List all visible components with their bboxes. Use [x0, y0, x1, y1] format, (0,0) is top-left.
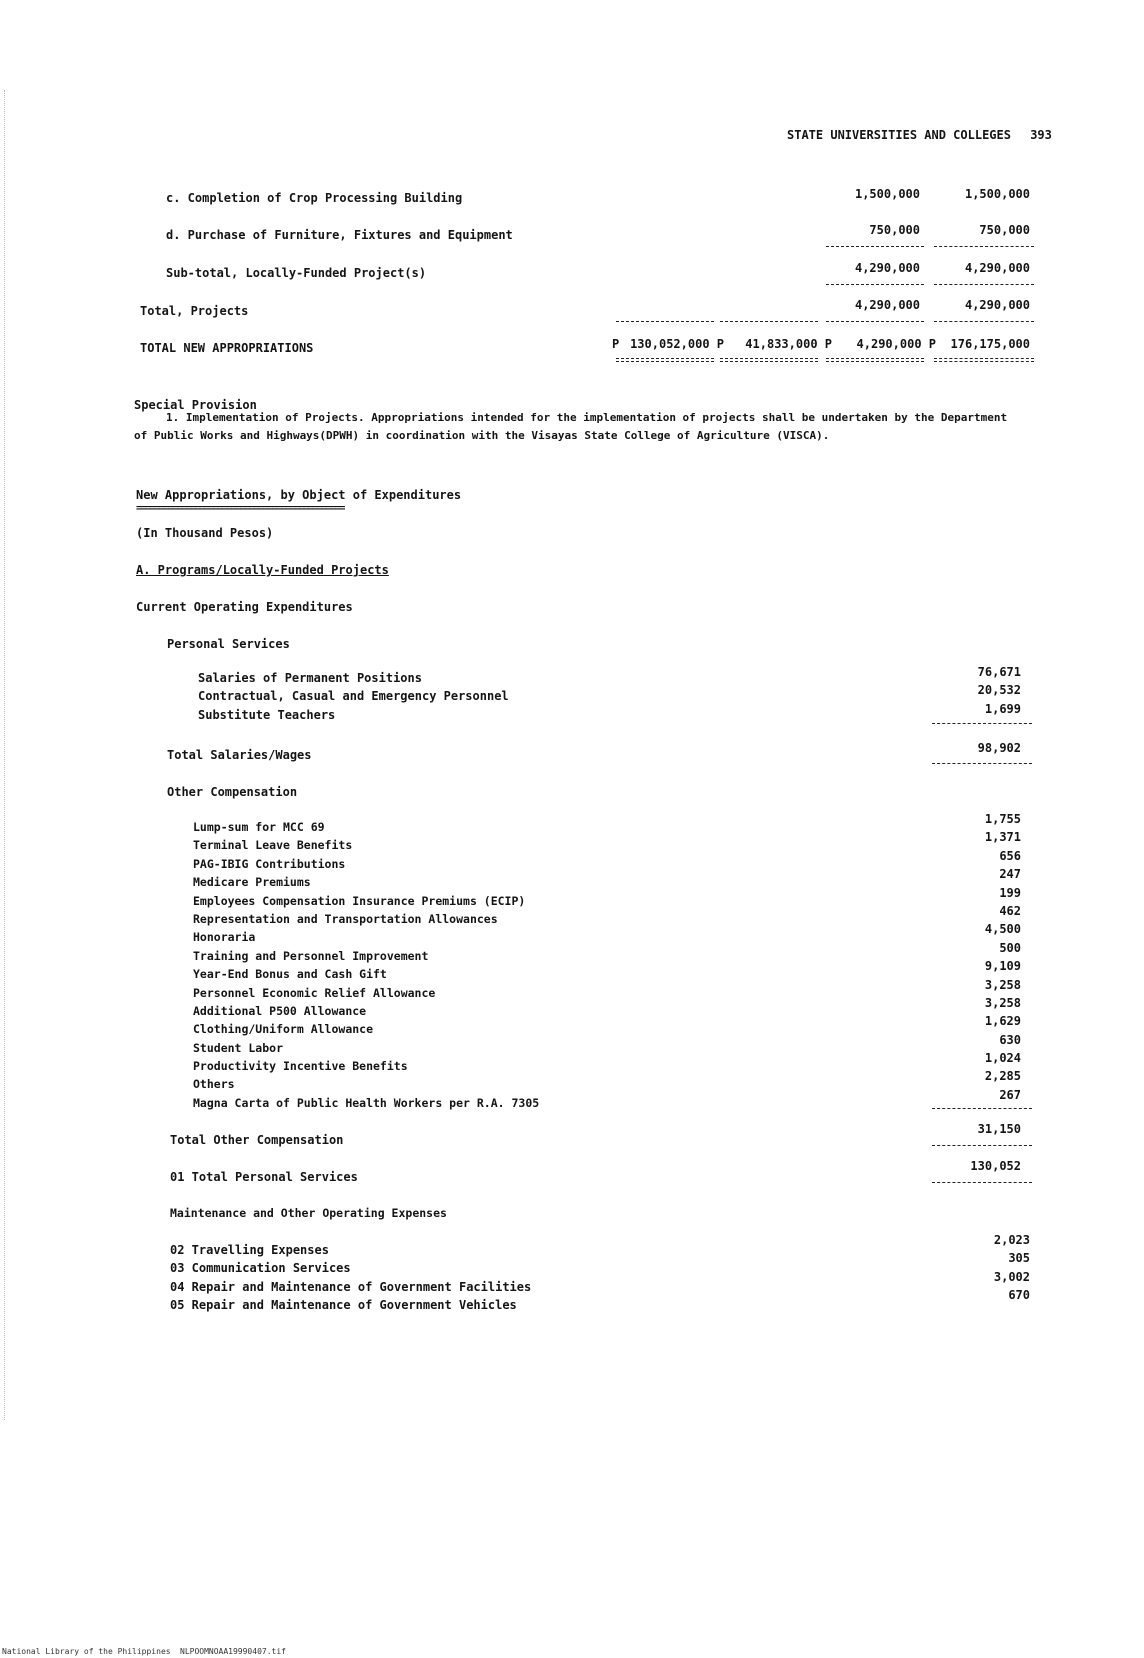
subtotal-label: Sub-total, Locally-Funded Project(s)	[166, 266, 427, 280]
project-c-value-1: 1,500,000	[854, 187, 920, 201]
total-new-mooe: 41,833,000 P	[745, 337, 832, 351]
list-item-value: 9,109	[984, 959, 1021, 974]
total-salaries-label: Total Salaries/Wages	[167, 748, 312, 762]
running-header	[787, 128, 1052, 142]
list-item-value: 4,500	[984, 922, 1021, 937]
list-item-value: 20,532	[977, 683, 1021, 698]
list-item: Student Labor	[193, 1040, 284, 1055]
special-provision-heading: Special Provision	[134, 398, 257, 412]
list-item: Honoraria	[193, 930, 256, 945]
list-item-value: 76,671	[977, 665, 1021, 679]
list-item: Magna Carta of Public Health Workers per R.A. 7305	[193, 1095, 540, 1110]
project-c-label: c. Completion of Crop Processing Building	[166, 191, 463, 205]
list-item-value: 3,002	[993, 1269, 1030, 1284]
divider	[826, 246, 924, 247]
list-item: Training and Personnel Improvement	[193, 948, 429, 963]
units-note: (In Thousand Pesos)	[136, 526, 274, 540]
total-projects-value-1: 4,290,000	[854, 298, 920, 312]
project-d-value-1: 750,000	[869, 223, 920, 237]
other-comp-heading: Other Compensation	[167, 785, 298, 799]
list-item: Representation and Transportation Allowances	[193, 911, 498, 926]
header-title: STATE UNIVERSITIES AND COLLEGES	[787, 128, 1011, 142]
list-item: Terminal Leave Benefits	[193, 838, 353, 853]
total-new-label: TOTAL NEW APPROPRIATIONS	[140, 341, 314, 355]
objects-title-rule: ==============================================	[136, 503, 344, 514]
coe-heading: Current Operating Expenditures	[136, 600, 353, 614]
total-new-ps: 130,052,000 P	[630, 337, 724, 351]
list-item-value: 3,258	[984, 977, 1021, 992]
divider	[934, 246, 1034, 247]
total-other-comp-label: Total Other Compensation	[170, 1133, 344, 1147]
total-new-peso-sign: P	[612, 337, 620, 351]
mooe-heading: Maintenance and Other Operating Expenses	[170, 1206, 447, 1220]
divider	[616, 321, 714, 322]
total-projects-value-2: 4,290,000	[964, 298, 1030, 312]
divider	[932, 763, 1032, 764]
total-ps-label: 01 Total Personal Services	[170, 1170, 358, 1184]
total-other-comp-value: 31,150	[977, 1122, 1021, 1136]
list-item: PAG-IBIG Contributions	[193, 856, 346, 871]
list-item-value: 1,699	[984, 701, 1021, 716]
other-comp-list	[193, 818, 539, 1112]
salaries-values	[951, 663, 1021, 718]
salaries-list	[198, 669, 509, 724]
double-rule	[720, 358, 818, 362]
special-provision-line-2: of Public Works and Highways(DPWH) in coordination with the Visayas State College of Agriculture (VISCA).	[134, 429, 830, 442]
list-item: Medicare Premiums	[193, 875, 311, 890]
double-rule	[616, 358, 714, 362]
total-new-co: 4,290,000 P	[856, 337, 936, 351]
divider	[932, 723, 1032, 724]
list-item-value: 267	[999, 1087, 1021, 1102]
divider	[932, 1145, 1032, 1146]
double-rule	[934, 358, 1034, 362]
list-item-value: 2,285	[984, 1069, 1021, 1084]
list-item-value: 462	[999, 903, 1021, 918]
list-item: Productivity Incentive Benefits	[193, 1059, 408, 1074]
divider	[934, 321, 1034, 322]
list-item-value: 630	[999, 1032, 1021, 1047]
list-item-value: 670	[1008, 1288, 1030, 1303]
other-comp-values	[951, 810, 1021, 1104]
list-item: 05 Repair and Maintenance of Government Vehicles	[170, 1298, 517, 1313]
list-item-value: 3,258	[984, 995, 1021, 1010]
total-ps-value: 130,052	[970, 1159, 1021, 1173]
page-number: 393	[1030, 128, 1052, 142]
divider	[932, 1182, 1032, 1183]
project-d-label: d. Purchase of Furniture, Fixtures and Equipment	[166, 228, 513, 242]
special-provision-line-1: 1. Implementation of Projects. Appropriations intended for the implementation of projects shall be undertaken by the Department	[166, 411, 1008, 424]
divider	[826, 321, 924, 322]
list-item: Personnel Economic Relief Allowance	[193, 985, 436, 1000]
list-item: Clothing/Uniform Allowance	[193, 1022, 374, 1037]
divider	[934, 284, 1034, 285]
subtotal-value-1: 4,290,000	[854, 261, 920, 275]
list-item: Lump-sum for MCC 69	[193, 820, 325, 834]
mooe-list	[170, 1241, 531, 1315]
divider	[826, 284, 924, 285]
list-item-value: 1,629	[984, 1014, 1021, 1029]
subtotal-value-2: 4,290,000	[964, 261, 1030, 275]
mooe-values	[960, 1231, 1030, 1305]
list-item-value: 199	[999, 885, 1021, 900]
list-item-value: 500	[999, 940, 1021, 955]
footer-file: NLPOOMNOAA19990407.tif	[180, 1647, 286, 1656]
total-projects-label: Total, Projects	[140, 304, 249, 318]
list-item: Additional P500 Allowance	[193, 1003, 367, 1018]
list-item-value: 1,371	[984, 830, 1021, 845]
list-item-value: 305	[1008, 1251, 1030, 1266]
list-item: Others	[193, 1077, 235, 1092]
double-rule	[826, 358, 924, 362]
list-item: Substitute Teachers	[198, 707, 336, 722]
project-c-value-2: 1,500,000	[964, 187, 1030, 201]
list-item-value: 656	[999, 848, 1021, 863]
list-item-value: 1,755	[984, 812, 1021, 826]
list-item-value: 2,023	[993, 1233, 1030, 1247]
list-item: 02 Travelling Expenses	[170, 1243, 329, 1257]
ps-heading: Personal Services	[167, 637, 290, 651]
objects-title: New Appropriations, by Object of Expenditures	[136, 488, 462, 502]
list-item: Employees Compensation Insurance Premiums (ECIP)	[193, 893, 526, 908]
section-a-heading: A. Programs/Locally-Funded Projects	[136, 563, 389, 577]
project-d-value-2: 750,000	[979, 223, 1030, 237]
list-item-value: 1,024	[984, 1051, 1021, 1066]
total-salaries-value: 98,902	[977, 741, 1021, 755]
list-item: Salaries of Permanent Positions	[198, 671, 422, 685]
list-item-value: 247	[999, 867, 1021, 882]
list-item: Contractual, Casual and Emergency Personnel	[198, 689, 509, 704]
divider	[932, 1108, 1032, 1109]
footer-library: National Library of the Philippines	[2, 1647, 171, 1656]
list-item: Year-End Bonus and Cash Gift	[193, 967, 387, 982]
list-item: 04 Repair and Maintenance of Government Facilities	[170, 1279, 532, 1294]
scan-edge-speckle	[4, 90, 7, 1420]
divider	[720, 321, 818, 322]
list-item: 03 Communication Services	[170, 1261, 351, 1276]
total-new-total: 176,175,000	[950, 337, 1030, 351]
